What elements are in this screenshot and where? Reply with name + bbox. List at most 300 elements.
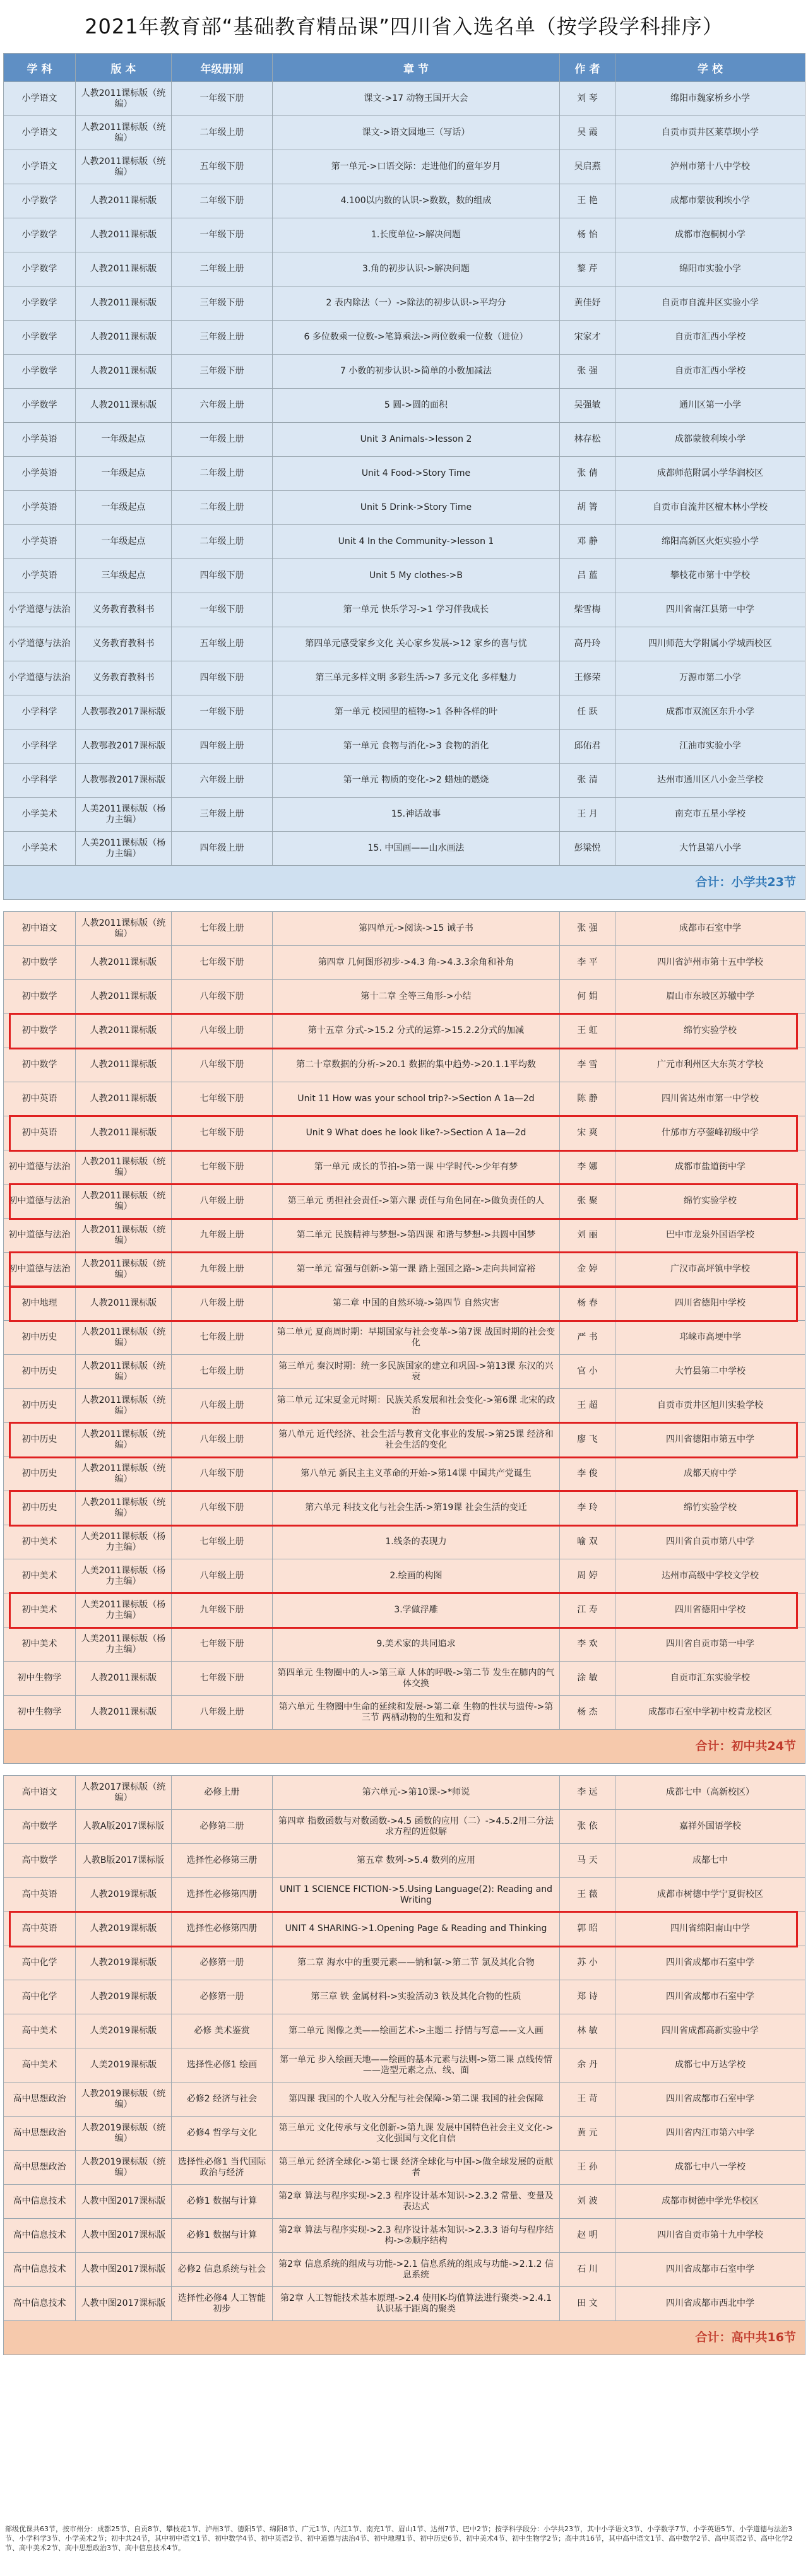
chapter-cell: 第六单元 科技文化与社会生活->第19课 社会生活的变迁 xyxy=(273,1491,560,1525)
author-cell: 田 文 xyxy=(560,2287,615,2321)
grade-cell: 三年级下册 xyxy=(172,287,273,321)
author-cell: 何 娟 xyxy=(560,980,615,1014)
grade-cell: 八年级上册 xyxy=(172,1185,273,1219)
school-cell: 四川省泸州市第十五中学校 xyxy=(615,946,805,980)
school-cell: 嘉祥外国语学校 xyxy=(615,1810,805,1844)
version-cell: 人教2011课标版 xyxy=(76,1014,172,1048)
grade-cell: 八年级上册 xyxy=(172,1014,273,1048)
subject-cell: 高中语文 xyxy=(4,1776,76,1810)
subject-cell: 高中信息技术 xyxy=(4,2185,76,2219)
author-cell: 张 清 xyxy=(560,764,615,798)
chapter-cell: 第一单元 富强与创新->第一课 踏上强国之路->走向共同富裕 xyxy=(273,1253,560,1287)
school-cell: 成都市泡桐树小学 xyxy=(615,218,805,252)
table-row xyxy=(4,1423,805,1457)
footnote: 部级优课共63节，按市州分：成都25节、自贡8节、攀枝花1节、泸州3节、德阳5节、绵阳8节、广元1节、内江1节、南充1节、眉山1节、达州7节、巴中2节；按学科学段分：小学共23节，其中小学语文3节、小学数学7节、小学英语5节、小学道德与法治3节、小学科学3节、小学美术2节；初中共24节，其中初中语文1节、初中数学4节、初中英语2节、初中道德与法治4节、初中地理1节、初中历史6节、初中美术4节、初中生物学2节；高中共16节，其中高中语文1节、高中数学2节、高中英语2节、高中化学2节、高中美术2节、高中思想政治3节、高中信息技术4节。 xyxy=(5,2525,793,2552)
school-cell: 自贡市贡井区旭川实验学校 xyxy=(615,1389,805,1423)
chapter-cell: 第四章 几何图形初步->4.3 角->4.3.3余角和补角 xyxy=(273,946,560,980)
grade-cell: 二年级上册 xyxy=(172,491,273,525)
subject-cell: 初中历史 xyxy=(4,1321,76,1355)
table-row xyxy=(4,2185,805,2219)
school-cell: 绵竹实验学校 xyxy=(615,1185,805,1219)
author-cell: 江 寿 xyxy=(560,1593,615,1628)
table-row xyxy=(4,593,805,627)
version-cell: 人教2011课标版 xyxy=(76,355,172,389)
author-cell: 郑 诗 xyxy=(560,1980,615,2014)
table-row xyxy=(4,1014,805,1048)
chapter-cell: 3.角的初步认识->解决问题 xyxy=(273,252,560,287)
table-row xyxy=(4,1946,805,1980)
subject-cell: 小学英语 xyxy=(4,457,76,491)
school-cell: 绵竹实验学校 xyxy=(615,1014,805,1048)
version-cell: 人美2019课标版 xyxy=(76,2048,172,2083)
grade-cell: 四年级下册 xyxy=(172,559,273,593)
author-cell: 马 天 xyxy=(560,1844,615,1878)
page-title: 2021年教育部“基础教育精品课”四川省入选名单（按学段学科排序） xyxy=(85,15,723,38)
chapter-cell: 第一单元 步入绘画天地——绘画的基本元素与法则->第二课 点线传情——造型元素之点、线、面 xyxy=(273,2048,560,2083)
chapter-cell: 第三单元 秦汉时期：统一多民族国家的建立和巩固->第13课 东汉的兴衰 xyxy=(273,1355,560,1389)
subject-cell: 初中道德与法治 xyxy=(4,1219,76,1253)
author-cell: 王 孙 xyxy=(560,2151,615,2185)
school-cell: 四川省成都市石室中学 xyxy=(615,2253,805,2287)
junior-summary: 合计：初中共24节 xyxy=(4,1730,805,1764)
author-cell: 林存松 xyxy=(560,423,615,457)
grade-cell: 九年级上册 xyxy=(172,1253,273,1287)
table-row xyxy=(4,1810,805,1844)
grade-cell: 三年级下册 xyxy=(172,355,273,389)
subject-cell: 小学道德与法治 xyxy=(4,661,76,695)
school-cell: 绵竹实验学校 xyxy=(615,1491,805,1525)
version-cell: 人教A版2017课标版 xyxy=(76,1810,172,1844)
table-row xyxy=(4,946,805,980)
grade-cell: 二年级上册 xyxy=(172,252,273,287)
grade-cell: 必修 美术鉴赏 xyxy=(172,2014,273,2048)
table-row xyxy=(4,1150,805,1185)
subject-cell: 小学科学 xyxy=(4,730,76,764)
chapter-cell: 3.学做浮雕 xyxy=(273,1593,560,1628)
chapter-cell: 第二单元 辽宋夏金元时期：民族关系发展和社会变化->第6课 北宋的政治 xyxy=(273,1389,560,1423)
chapter-cell: 1.长度单位->解决问题 xyxy=(273,218,560,252)
chapter-cell: 第六单元->第10课->*师说 xyxy=(273,1776,560,1810)
chapter-cell: UNIT 1 SCIENCE FICTION->5.Using Language(2): Reading and Writing xyxy=(273,1878,560,1912)
author-cell: 李 远 xyxy=(560,1776,615,1810)
chapter-cell: 第八单元 新民主主义革命的开始->第14课 中国共产党诞生 xyxy=(273,1457,560,1491)
version-cell: 人教2011课标版（统编） xyxy=(76,912,172,946)
version-cell: 人教2011课标版 xyxy=(76,1696,172,1730)
chapter-cell: 第八单元 近代经济、社会生活与教育文化事业的发展->第25课 经济和社会生活的变化 xyxy=(273,1423,560,1457)
version-cell: 人教2011课标版 xyxy=(76,321,172,355)
author-cell: 张 强 xyxy=(560,912,615,946)
version-cell: 义务教育教科书 xyxy=(76,661,172,695)
grade-cell: 八年级下册 xyxy=(172,1457,273,1491)
author-cell: 王 超 xyxy=(560,1389,615,1423)
chapter-cell: 课文->17 动物王国开大会 xyxy=(273,82,560,116)
version-cell: 人教2011课标版 xyxy=(76,1662,172,1696)
grade-cell: 八年级下册 xyxy=(172,1048,273,1082)
table-row xyxy=(4,980,805,1014)
version-cell: 人教2011课标版 xyxy=(76,184,172,218)
grade-cell: 四年级上册 xyxy=(172,730,273,764)
table-row xyxy=(4,559,805,593)
subject-cell: 小学美术 xyxy=(4,798,76,832)
version-cell: 人教2011课标版（统编） xyxy=(76,1355,172,1389)
subject-cell: 小学语文 xyxy=(4,82,76,116)
chapter-cell: 第二章 海水中的重要元素——钠和氯->第二节 氯及其化合物 xyxy=(273,1946,560,1980)
author-cell: 宋家才 xyxy=(560,321,615,355)
version-cell: 人教中图2017课标版 xyxy=(76,2287,172,2321)
chapter-cell: 第六单元 生物圈中生命的延续和发展->第二章 生物的性状与遗传->第三节 两栖动物的生殖和发育 xyxy=(273,1696,560,1730)
author-cell: 王修荣 xyxy=(560,661,615,695)
school-cell: 自贡市自流井区檀木林小学校 xyxy=(615,491,805,525)
senior-summary: 合计：高中共16节 xyxy=(4,2321,805,2355)
version-cell: 人美2011课标版（杨力主编） xyxy=(76,1525,172,1559)
version-cell: 人教2011课标版 xyxy=(76,1082,172,1116)
subject-cell: 小学语文 xyxy=(4,150,76,184)
header-version: 版 本 xyxy=(76,54,172,82)
chapter-cell: 第一单元 食物与消化->3 食物的消化 xyxy=(273,730,560,764)
school-cell: 绵阳市魏家桥乡小学 xyxy=(615,82,805,116)
chapter-cell: 第四课 我国的个人收入分配与社会保障->第二课 我国的社会保障 xyxy=(273,2083,560,2117)
table-row xyxy=(4,1593,805,1628)
grade-cell: 选择性必修第四册 xyxy=(172,1912,273,1946)
author-cell: 余 丹 xyxy=(560,2048,615,2083)
grade-cell: 七年级下册 xyxy=(172,946,273,980)
school-cell: 成都七中八一学校 xyxy=(615,2151,805,2185)
school-cell: 成都市石室中学 xyxy=(615,912,805,946)
author-cell: 李 玲 xyxy=(560,1491,615,1525)
school-cell: 四川省自贡市第一中学 xyxy=(615,1628,805,1662)
version-cell: 人教2011课标版（统编） xyxy=(76,116,172,150)
author-cell: 黄佳妤 xyxy=(560,287,615,321)
version-cell: 人美2011课标版（杨力主编） xyxy=(76,798,172,832)
chapter-cell: 9.美术家的共同追求 xyxy=(273,1628,560,1662)
table-row xyxy=(4,1185,805,1219)
grade-cell: 八年级下册 xyxy=(172,980,273,1014)
grade-cell: 一年级下册 xyxy=(172,82,273,116)
version-cell: 人教2011课标版（统编） xyxy=(76,1457,172,1491)
school-cell: 攀枝花市第十中学校 xyxy=(615,559,805,593)
author-cell: 柴雪梅 xyxy=(560,593,615,627)
version-cell: 人教2011课标版（统编） xyxy=(76,1253,172,1287)
subject-cell: 高中化学 xyxy=(4,1980,76,2014)
author-cell: 郭 昭 xyxy=(560,1912,615,1946)
table-row xyxy=(4,1287,805,1321)
grade-cell: 八年级上册 xyxy=(172,1559,273,1593)
table-row xyxy=(4,82,805,116)
senior-summary-row xyxy=(4,2321,805,2355)
junior-summary-row xyxy=(4,1730,805,1764)
author-cell: 苏 小 xyxy=(560,1946,615,1980)
table-row xyxy=(4,2117,805,2151)
version-cell: 人教中图2017课标版 xyxy=(76,2219,172,2253)
subject-cell: 初中道德与法治 xyxy=(4,1253,76,1287)
school-cell: 四川省成都市西北中学 xyxy=(615,2287,805,2321)
version-cell: 人教2011课标版（统编） xyxy=(76,1491,172,1525)
author-cell: 王 苛 xyxy=(560,2083,615,2117)
chapter-cell: 第2章 算法与程序实现->2.3 程序设计基本知识->2.3.3 语句与程序结构->②顺序结构 xyxy=(273,2219,560,2253)
table-row xyxy=(4,2287,805,2321)
table-row xyxy=(4,832,805,866)
author-cell: 杨 怡 xyxy=(560,218,615,252)
table-row xyxy=(4,218,805,252)
version-cell: 人教2011课标版（统编） xyxy=(76,1423,172,1457)
grade-cell: 一年级下册 xyxy=(172,218,273,252)
version-cell: 人美2011课标版（杨力主编） xyxy=(76,1559,172,1593)
school-cell: 成都师范附属小学华润校区 xyxy=(615,457,805,491)
chapter-cell: 15. 中国画——山水画法 xyxy=(273,832,560,866)
version-cell: 人教2019课标版 xyxy=(76,1912,172,1946)
table-row xyxy=(4,321,805,355)
school-cell: 眉山市东坡区苏辙中学 xyxy=(615,980,805,1014)
table-row xyxy=(4,1048,805,1082)
grade-cell: 必修4 哲学与文化 xyxy=(172,2117,273,2151)
grade-cell: 七年级上册 xyxy=(172,912,273,946)
subject-cell: 初中历史 xyxy=(4,1423,76,1457)
subject-cell: 小学科学 xyxy=(4,695,76,730)
grade-cell: 四年级上册 xyxy=(172,832,273,866)
subject-cell: 高中数学 xyxy=(4,1810,76,1844)
version-cell: 人教2017课标版（统编） xyxy=(76,1776,172,1810)
school-cell: 达州市高级中学校文学校 xyxy=(615,1559,805,1593)
author-cell: 彭梁悦 xyxy=(560,832,615,866)
chapter-cell: Unit 5 Drink->Story Time xyxy=(273,491,560,525)
school-cell: 绵阳高新区火炬实验小学 xyxy=(615,525,805,559)
version-cell: 人教2019课标版 xyxy=(76,1980,172,2014)
author-cell: 黄 元 xyxy=(560,2117,615,2151)
table-row xyxy=(4,1355,805,1389)
chapter-cell: 第十五章 分式->15.2 分式的运算->15.2.2分式的加减 xyxy=(273,1014,560,1048)
grade-cell: 八年级上册 xyxy=(172,1389,273,1423)
header-author: 作 者 xyxy=(560,54,615,82)
version-cell: 人教2019课标版 xyxy=(76,1878,172,1912)
subject-cell: 初中语文 xyxy=(4,912,76,946)
table-row xyxy=(4,1491,805,1525)
version-cell: 人教2011课标版 xyxy=(76,946,172,980)
author-cell: 官 小 xyxy=(560,1355,615,1389)
chapter-cell: 第2章 算法与程序实现->2.3 程序设计基本知识->2.3.2 常量、变量及表达式 xyxy=(273,2185,560,2219)
grade-cell: 必修2 经济与社会 xyxy=(172,2083,273,2117)
school-cell: 四川省德阳市第五中学 xyxy=(615,1423,805,1457)
author-cell: 高丹玲 xyxy=(560,627,615,661)
grade-cell: 二年级上册 xyxy=(172,525,273,559)
author-cell: 邱佑君 xyxy=(560,730,615,764)
author-cell: 张 聚 xyxy=(560,1185,615,1219)
table-row xyxy=(4,695,805,730)
table-row xyxy=(4,1457,805,1491)
author-cell: 喻 双 xyxy=(560,1525,615,1559)
subject-cell: 小学数学 xyxy=(4,252,76,287)
school-cell: 什邡市方亭蓥峰初级中学 xyxy=(615,1116,805,1150)
version-cell: 人教2011课标版（统编） xyxy=(76,1389,172,1423)
chapter-cell: 15.神话故事 xyxy=(273,798,560,832)
chapter-cell: 第二单元 民族精神与梦想->第四课 和谐与梦想->共圆中国梦 xyxy=(273,1219,560,1253)
author-cell: 李 雪 xyxy=(560,1048,615,1082)
school-cell: 四川省成都市石室中学 xyxy=(615,2083,805,2117)
school-cell: 成都天府中学 xyxy=(615,1457,805,1491)
subject-cell: 初中美术 xyxy=(4,1559,76,1593)
subject-cell: 初中历史 xyxy=(4,1491,76,1525)
table-row xyxy=(4,798,805,832)
chapter-cell: 第三单元多样文明 多彩生活->7 多元文化 多样魅力 xyxy=(273,661,560,695)
chapter-cell: Unit 3 Animals->lesson 2 xyxy=(273,423,560,457)
primary-section xyxy=(4,82,805,866)
grade-cell: 五年级下册 xyxy=(172,150,273,184)
version-cell: 一年级起点 xyxy=(76,525,172,559)
subject-cell: 小学数学 xyxy=(4,218,76,252)
author-cell: 杨 杰 xyxy=(560,1696,615,1730)
table-row xyxy=(4,389,805,423)
school-cell: 巴中市龙泉外国语学校 xyxy=(615,1219,805,1253)
subject-cell: 小学数学 xyxy=(4,389,76,423)
school-cell: 自贡市自流井区实验小学 xyxy=(615,287,805,321)
grade-cell: 一年级下册 xyxy=(172,593,273,627)
chapter-cell: 第2章 信息系统的组成与功能->2.1 信息系统的组成与功能->2.1.2 信息系统 xyxy=(273,2253,560,2287)
school-cell: 成都市树德中学宁夏街校区 xyxy=(615,1878,805,1912)
author-cell: 王 月 xyxy=(560,798,615,832)
table-row xyxy=(4,1662,805,1696)
author-cell: 林 敏 xyxy=(560,2014,615,2048)
table-row xyxy=(4,2151,805,2185)
table-row xyxy=(4,1116,805,1150)
version-cell: 人教鄂教2017课标版 xyxy=(76,764,172,798)
author-cell: 张 倩 xyxy=(560,457,615,491)
author-cell: 李 娜 xyxy=(560,1150,615,1185)
table-row xyxy=(4,2219,805,2253)
version-cell: 人教2011课标版 xyxy=(76,252,172,287)
subject-cell: 高中美术 xyxy=(4,2048,76,2083)
school-cell: 四川省成都市石室中学 xyxy=(615,1946,805,1980)
subject-cell: 高中思想政治 xyxy=(4,2083,76,2117)
grade-cell: 七年级下册 xyxy=(172,1082,273,1116)
subject-cell: 初中历史 xyxy=(4,1355,76,1389)
author-cell: 刘 琴 xyxy=(560,82,615,116)
version-cell: 义务教育教科书 xyxy=(76,627,172,661)
table-row xyxy=(4,627,805,661)
chapter-cell: 第二十章数据的分析->20.1 数据的集中趋势->20.1.1平均数 xyxy=(273,1048,560,1082)
table-row xyxy=(4,1844,805,1878)
version-cell: 人教2011课标版 xyxy=(76,218,172,252)
grade-cell: 三年级上册 xyxy=(172,798,273,832)
primary-summary: 合计：小学共23节 xyxy=(4,866,805,900)
subject-cell: 高中美术 xyxy=(4,2014,76,2048)
subject-cell: 小学数学 xyxy=(4,184,76,218)
school-cell: 万源市第二小学 xyxy=(615,661,805,695)
grade-cell: 选择性必修第三册 xyxy=(172,1844,273,1878)
grade-cell: 必修第二册 xyxy=(172,1810,273,1844)
school-cell: 通川区第一小学 xyxy=(615,389,805,423)
subject-cell: 初中数学 xyxy=(4,1014,76,1048)
subject-cell: 初中道德与法治 xyxy=(4,1150,76,1185)
subject-cell: 高中信息技术 xyxy=(4,2219,76,2253)
version-cell: 人教2019课标版 xyxy=(76,1946,172,1980)
subject-cell: 初中历史 xyxy=(4,1389,76,1423)
subject-cell: 初中美术 xyxy=(4,1628,76,1662)
school-cell: 四川省南江县第一中学 xyxy=(615,593,805,627)
primary-summary-row xyxy=(4,866,805,900)
school-cell: 成都七中万达学校 xyxy=(615,2048,805,2083)
grade-cell: 必修上册 xyxy=(172,1776,273,1810)
grade-cell: 必修1 数据与计算 xyxy=(172,2185,273,2219)
author-cell: 吴强敏 xyxy=(560,389,615,423)
version-cell: 人教2011课标版（统编） xyxy=(76,150,172,184)
school-cell: 成都市盐道街中学 xyxy=(615,1150,805,1185)
school-cell: 自贡市贡井区莱草坝小学 xyxy=(615,116,805,150)
school-cell: 成都市石室中学初中校青龙校区 xyxy=(615,1696,805,1730)
chapter-cell: Unit 5 My clothes->B xyxy=(273,559,560,593)
school-cell: 成都市树德中学光华校区 xyxy=(615,2185,805,2219)
table-row xyxy=(4,1559,805,1593)
grade-cell: 选择性必修1 当代国际政治与经济 xyxy=(172,2151,273,2185)
version-cell: 人教2011课标版（统编） xyxy=(76,1219,172,1253)
chapter-cell: 2.绘画的构图 xyxy=(273,1559,560,1593)
author-cell: 赵 明 xyxy=(560,2219,615,2253)
school-cell: 绵阳市实验小学 xyxy=(615,252,805,287)
author-cell: 吕 蓝 xyxy=(560,559,615,593)
version-cell: 三年级起点 xyxy=(76,559,172,593)
table-row xyxy=(4,2048,805,2083)
school-cell: 成都七中（高新校区） xyxy=(615,1776,805,1810)
version-cell: 人教2011课标版 xyxy=(76,980,172,1014)
version-cell: 人教2019课标版（统编） xyxy=(76,2151,172,2185)
chapter-cell: 第一单元 物质的变化->2 蜡烛的燃烧 xyxy=(273,764,560,798)
table-row xyxy=(4,287,805,321)
junior-section xyxy=(4,912,805,1730)
chapter-cell: 第一单元 成长的节拍->第一课 中学时代->少年有梦 xyxy=(273,1150,560,1185)
chapter-cell: 7 小数的初步认识->简单的小数加减法 xyxy=(273,355,560,389)
subject-cell: 初中数学 xyxy=(4,1048,76,1082)
chapter-cell: 第一单元 校园里的植物->1 各种各样的叶 xyxy=(273,695,560,730)
author-cell: 王 虹 xyxy=(560,1014,615,1048)
subject-cell: 小学数学 xyxy=(4,355,76,389)
version-cell: 一年级起点 xyxy=(76,423,172,457)
grade-cell: 八年级上册 xyxy=(172,1423,273,1457)
school-cell: 广元市利州区大东英才学校 xyxy=(615,1048,805,1082)
school-cell: 四川省成都高新实验中学 xyxy=(615,2014,805,2048)
subject-cell: 小学语文 xyxy=(4,116,76,150)
subject-cell: 初中生物学 xyxy=(4,1696,76,1730)
chapter-cell: 4.100以内数的认识->数数，数的组成 xyxy=(273,184,560,218)
school-cell: 邛崃市高埂中学 xyxy=(615,1321,805,1355)
subject-cell: 小学数学 xyxy=(4,287,76,321)
version-cell: 一年级起点 xyxy=(76,491,172,525)
school-cell: 大竹县第二中学校 xyxy=(615,1355,805,1389)
chapter-cell: 第四单元感受家乡文化 关心家乡发展->12 家乡的喜与忧 xyxy=(273,627,560,661)
author-cell: 李 平 xyxy=(560,946,615,980)
chapter-cell: 第二章 中国的自然环境->第四节 自然灾害 xyxy=(273,1287,560,1321)
table-row xyxy=(4,252,805,287)
subject-cell: 高中化学 xyxy=(4,1946,76,1980)
grade-cell: 选择性必修第四册 xyxy=(172,1878,273,1912)
school-cell: 达州市通川区八小金兰学校 xyxy=(615,764,805,798)
version-cell: 人教中图2017课标版 xyxy=(76,2185,172,2219)
school-cell: 自贡市汇西小学校 xyxy=(615,355,805,389)
grade-cell: 四年级下册 xyxy=(172,661,273,695)
grade-cell: 七年级下册 xyxy=(172,1628,273,1662)
chapter-cell: 第三单元 文化传承与文化创新->第九课 发展中国特色社会主义文化->文化强国与文化自信 xyxy=(273,2117,560,2151)
school-cell: 四川省达州市第一中学校 xyxy=(615,1082,805,1116)
grade-cell: 选择性必修4 人工智能初步 xyxy=(172,2287,273,2321)
chapter-cell: 第一单元 快乐学习->1 学习伴我成长 xyxy=(273,593,560,627)
table-row xyxy=(4,2253,805,2287)
version-cell: 人美2011课标版（杨力主编） xyxy=(76,1593,172,1628)
table-row xyxy=(4,661,805,695)
author-cell: 李 欢 xyxy=(560,1628,615,1662)
chapter-cell: 第四单元->阅读->15 诫子书 xyxy=(273,912,560,946)
grade-cell: 一年级上册 xyxy=(172,423,273,457)
author-cell: 邓 静 xyxy=(560,525,615,559)
table-row xyxy=(4,2014,805,2048)
grade-cell: 七年级上册 xyxy=(172,1355,273,1389)
table-row xyxy=(4,1696,805,1730)
